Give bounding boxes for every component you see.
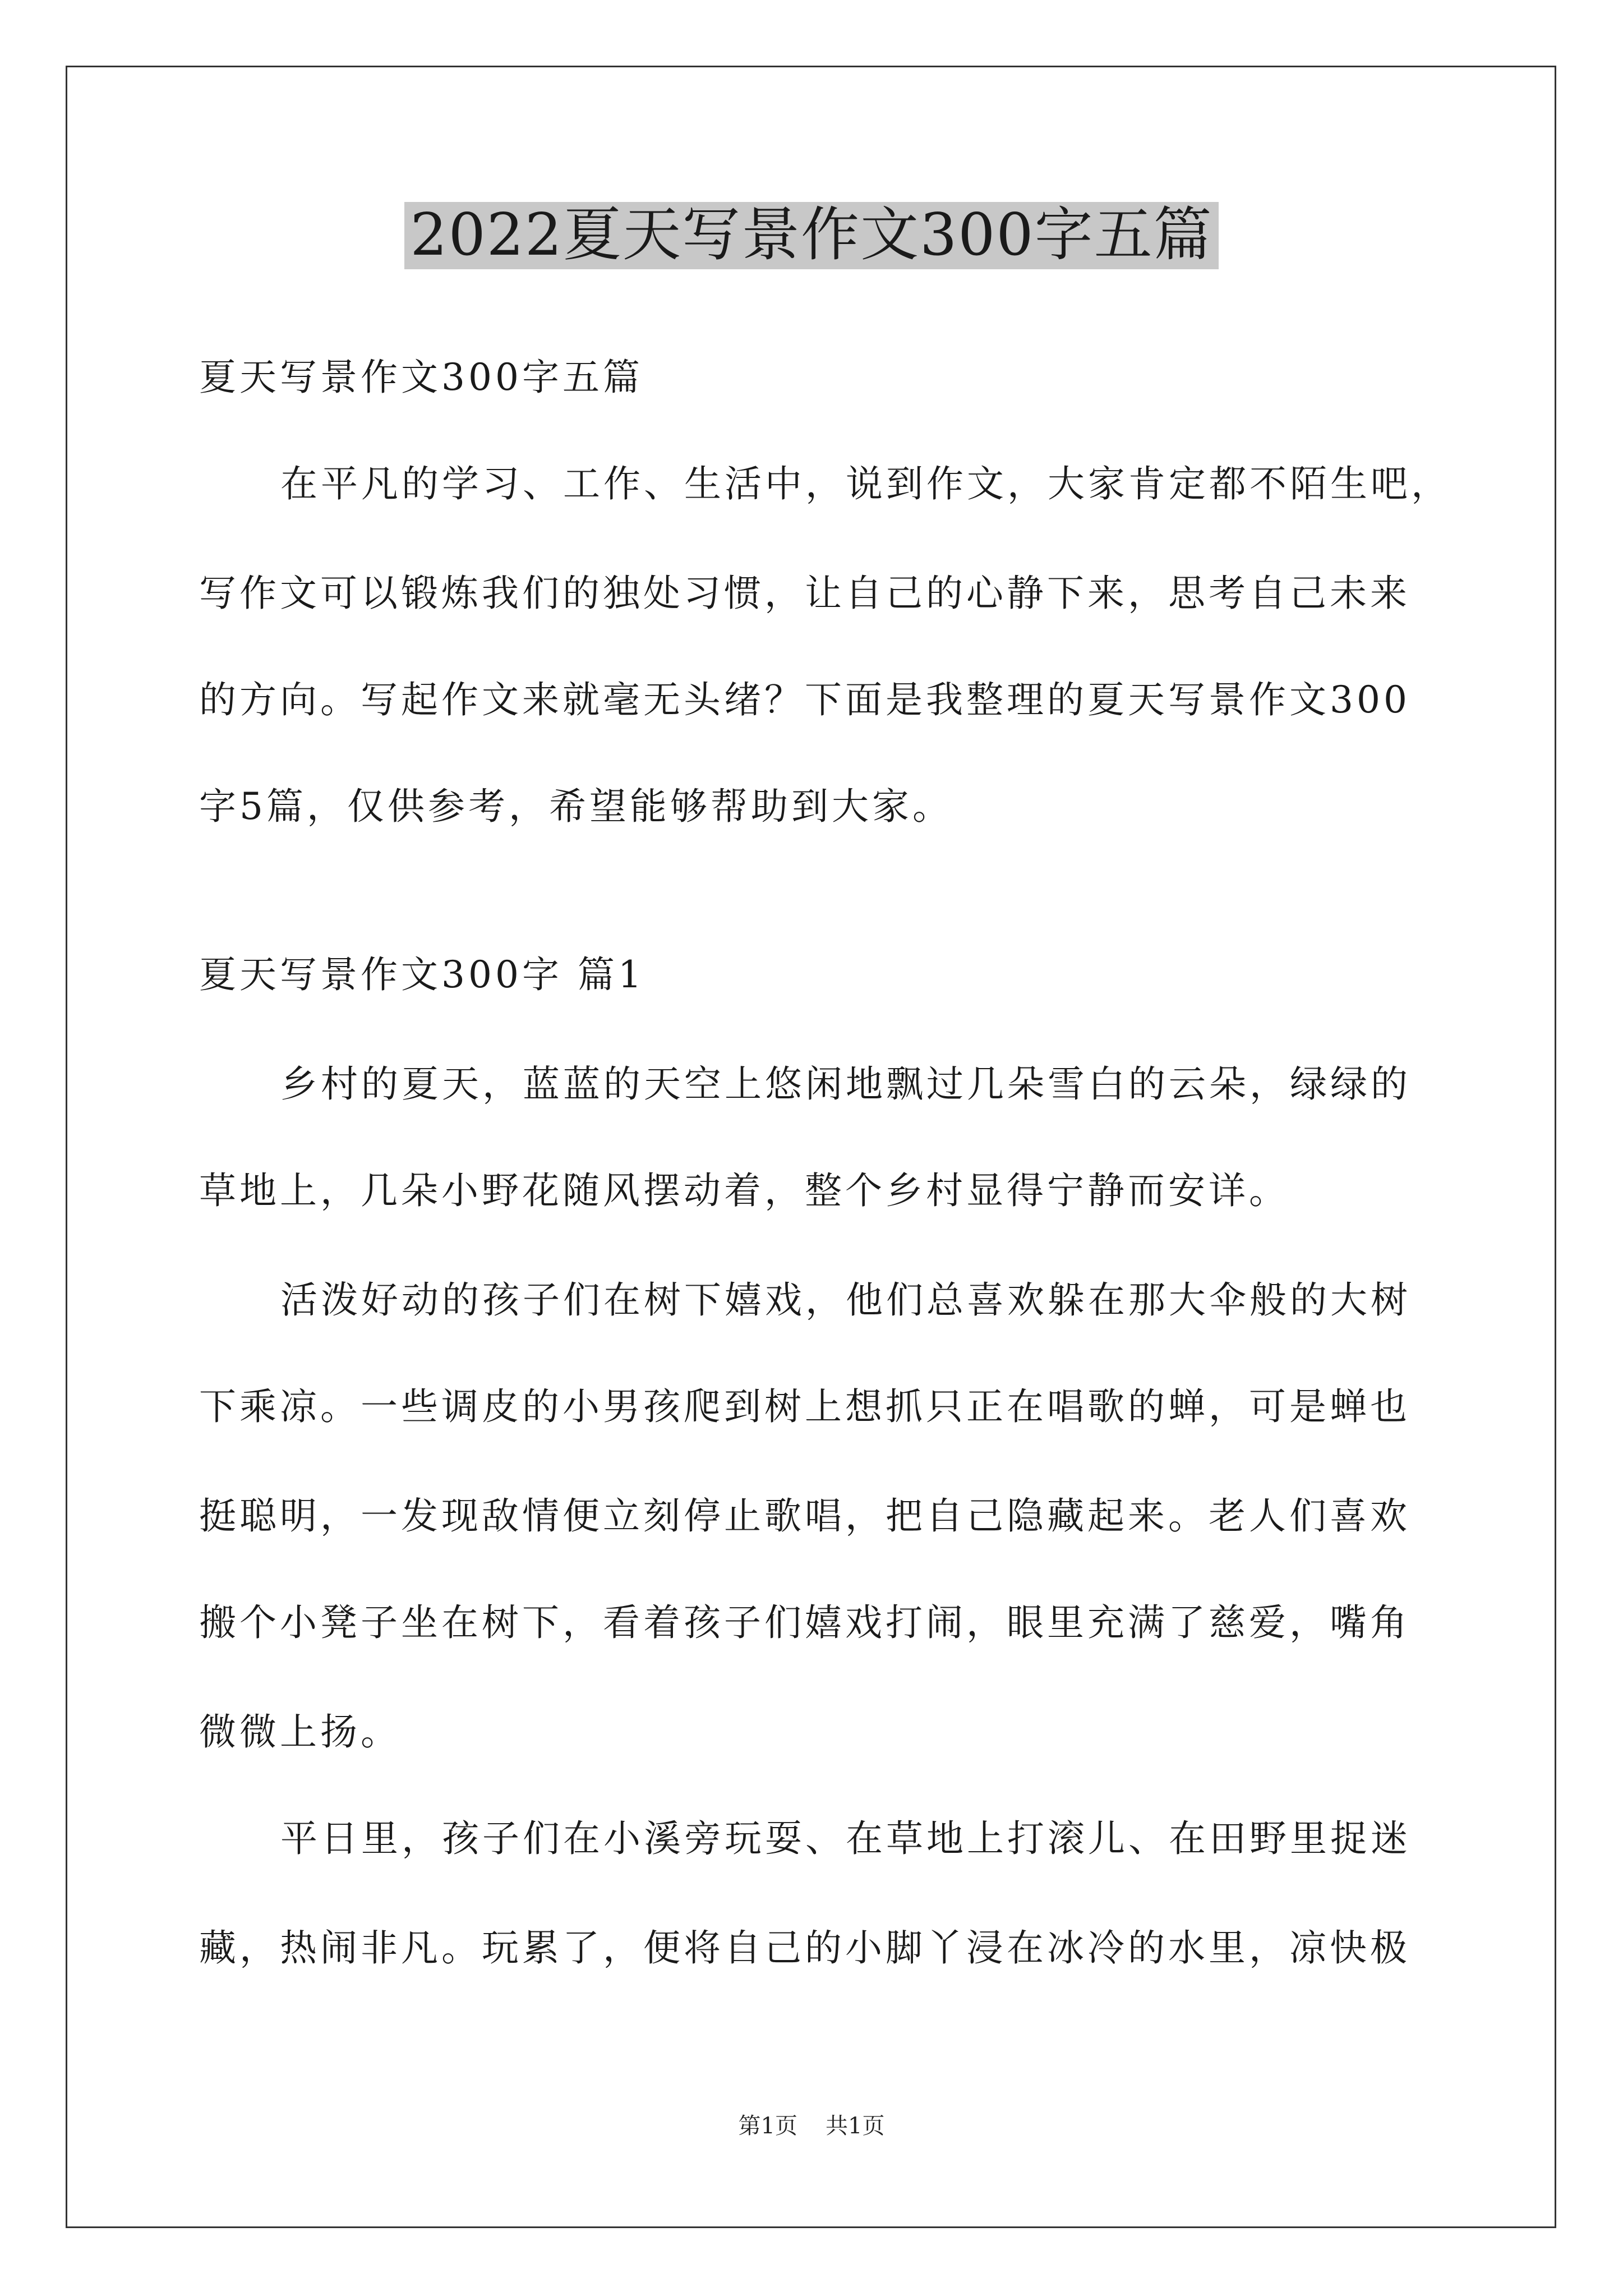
page-number: 第1页: [738, 2113, 797, 2139]
section-heading-1: 夏天写景作文300字 篇1: [199, 953, 645, 996]
paragraph-3-line-1: 平日里，孩子们在小溪旁玩耍、在草地上打滚儿、在田野里捉迷: [280, 1817, 1411, 1860]
intro-line-3: 的方向。写起作文来就毫无头绪？下面是我整理的夏天写景作文300: [199, 678, 1410, 721]
paragraph-2-line-4: 搬个小凳子坐在树下，看着孩子们嬉戏打闹，眼里充满了慈爱，嘴角: [199, 1601, 1410, 1644]
intro-line-4: 字5篇，仅供参考，希望能够帮助到大家。: [199, 785, 953, 828]
paragraph-2-line-3: 挺聪明，一发现敌情便立刻停止歌唱，把自己隐藏起来。老人们喜欢: [199, 1494, 1410, 1538]
paragraph-2-line-2: 下乘凉。一些调皮的小男孩爬到树上想抓只正在唱歌的蝉，可是蝉也: [199, 1385, 1410, 1428]
document-title: [0, 202, 1623, 269]
page-total: 共1页: [826, 2113, 885, 2139]
paragraph-1-line-1: 乡村的夏天，蓝蓝的天空上悠闲地飘过几朵雪白的云朵，绿绿的: [280, 1062, 1411, 1106]
page-footer: [0, 2115, 1623, 2137]
subtitle-line: 夏天写景作文300字五篇: [199, 356, 643, 399]
paragraph-1-line-2: 草地上，几朵小野花随风摆动着，整个乡村显得宁静而安详。: [199, 1169, 1289, 1212]
intro-line-2: 写作文可以锻炼我们的独处习惯，让自己的心静下来，思考自己未来: [199, 572, 1410, 615]
document-title-text: 2022夏天写景作文300字五篇: [404, 202, 1218, 269]
intro-line-1: 在平凡的学习、工作、生活中，说到作文，大家肯定都不陌生吧，: [280, 462, 1451, 505]
paragraph-2-line-1: 活泼好动的孩子们在树下嬉戏，他们总喜欢躲在那大伞般的大树: [280, 1278, 1411, 1322]
paragraph-2-line-5: 微微上扬。: [199, 1710, 401, 1754]
paragraph-3-line-2: 藏，热闹非凡。玩累了，便将自己的小脚丫浸在冰冷的水里，凉快极: [199, 1926, 1410, 1970]
